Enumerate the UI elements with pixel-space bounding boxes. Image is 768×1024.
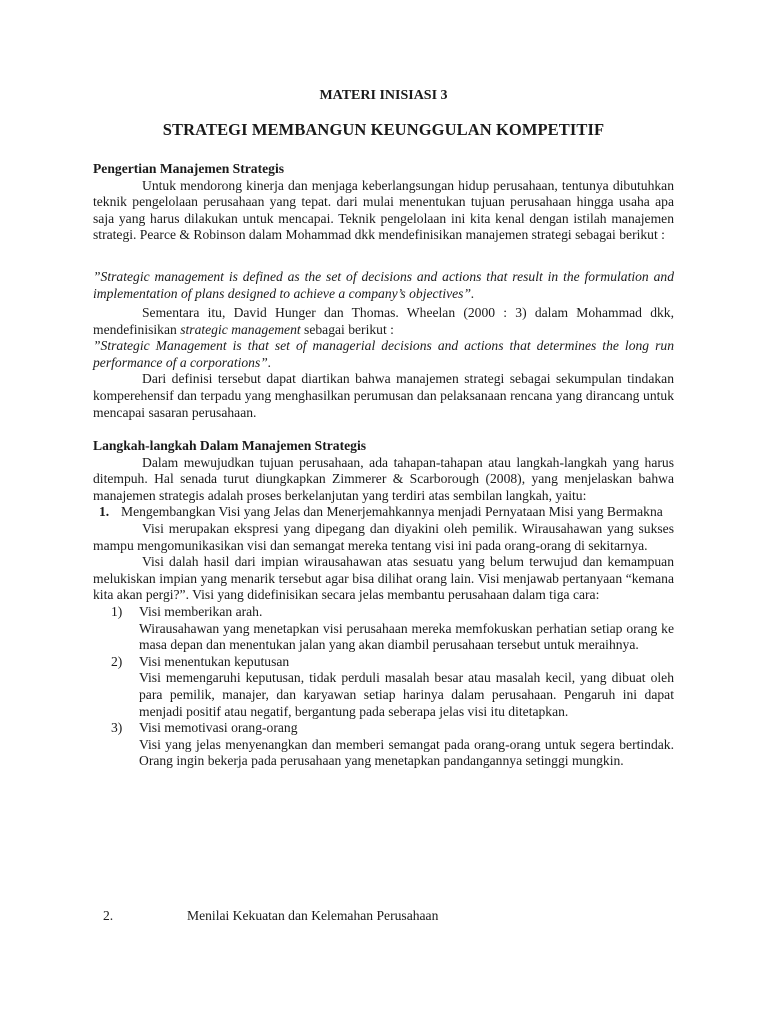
sub-list-item [93,654,674,671]
list-number: 2) [111,653,123,669]
list-number: 1. [99,504,110,520]
paragraph: Untuk mendorong kinerja dan menjaga keberlangsungan hidup perusahaan, tentunya dibutuhkan teknik pengelolaan perusahaan yang tepat. dari mulai menentukan tujuan perusahaan hingga usaha apa saja yang harus dilakukan untuk mencapai. Teknik pengelolaan ini kita kenal dengan istilah manajemen strategi. Pearce & Robinson dalam Mohammad dkk mendefinisikan manajemen strategi sebagai berikut : [93,177,674,243]
document-title: MATERI INISIASI 3 [319,88,448,103]
paragraph [93,305,674,338]
paragraph: Visi dalah hasil dari impian wirausahawan atas sesuatu yang belum terwujud dan kemampuan melukiskan impian yang menarik tersebut agar bisa dilihat orang lain. Visi menjawab pertanyaan “kemana kita akan pergi?”. Visi yang didefinisikan secara jelas membantu perusahaan dalam tiga cara: [93,554,674,603]
section-heading: Langkah-langkah Dalam Manajemen Strategis [93,438,367,453]
text-span: sebagai berikut : [300,321,394,337]
paragraph: Dari definisi tersebut dapat diartikan bahwa manajemen strategi sebagai sekumpulan tindakan komperehensif dan terpadu yang menghasilkan perumusan dan pelaksanaan rencana yang dirancang untuk mencapai sasaran perusahaan. [93,371,674,420]
section-steps [93,438,674,770]
sub-list-text: Wirausahawan yang menetapkan visi perusahaan mereka memfokuskan perhatian setiap orang ke masa depan dan menentukan jalan yang akan diambil perusahaan tersebut untuk meraihnya. [139,620,674,653]
document-subtitle: STRATEGI MEMBANGUN KEUNGGULAN KOMPETITIF [162,120,605,139]
sub-list-text: Visi yang jelas menyenangkan dan memberi semangat pada orang-orang untuk segera bertindak. Orang ingin bekerja pada perusahaan yang menetapkan pandangannya setinggi mungkin. [139,736,674,769]
quote: ”Strategic management is defined as the set of decisions and actions that result in the formulation and implementation of plans designed to achieve a company’s objectives”. [93,269,674,301]
list-number: 2. [103,908,114,923]
list-item [93,504,674,521]
emphasis: strategic management [180,321,301,337]
list-item-title: Menilai Kekuatan dan Kelemahan Perusahaan [187,908,439,923]
sub-list-title: Visi memberikan arah. [139,603,263,619]
sub-list-text: Visi memengaruhi keputusan, tidak perduli masalah besar atau masalah kecil, yang dibuat oleh para pemilik, manajer, dan karyawan setiap harinya dalam perusahaan. Pengaruh ini dapat menjadi positif atau negatif, bergantung pada seberapa jelas visi itu ditetapkan. [139,670,674,719]
paragraph: Visi merupakan ekspresi yang dipegang dan diyakini oleh pemilik. Wirausahawan yang sukses mampu mengomunikasikan visi dan semangat mereka tentang visi ini pada orang-orang di sekitarnya. [93,520,674,553]
list-number: 1) [111,603,123,619]
list-number: 3) [111,720,123,736]
section-definition [93,161,674,244]
text-span: Sementara itu, David Hunger dan Thomas. Wheelan (2000 : 3) dalam Mohammad dkk, mendefinisikan [93,305,674,337]
list-item [103,908,439,925]
section-definition-cont [93,305,674,421]
sub-list-title: Visi menentukan keputusan [139,653,290,669]
paragraph: Dalam mewujudkan tujuan perusahaan, ada tahapan-tahapan atau langkah-langkah yang harus ditempuh. Hal senada turut diungkapkan Zimmerer & Scarborough (2008), yang menjelaskan bahwa manajemen strategis adalah proses berkelanjutan yang terdiri atas sembilan langkah, yaitu: [93,454,674,503]
sub-list-item [93,604,674,621]
section-heading: Pengertian Manajemen Strategis [93,161,285,176]
quote: ”Strategic Management is that set of managerial decisions and actions that determines the long run performance of a corporations”. [93,338,674,370]
sub-list-title: Visi memotivasi orang-orang [139,720,298,736]
list-item-title: Mengembangkan Visi yang Jelas dan Menerjemahkannya menjadi Pernyataan Misi yang Bermakna [121,504,663,520]
quote-block [93,269,674,302]
sub-list-item [93,720,674,737]
